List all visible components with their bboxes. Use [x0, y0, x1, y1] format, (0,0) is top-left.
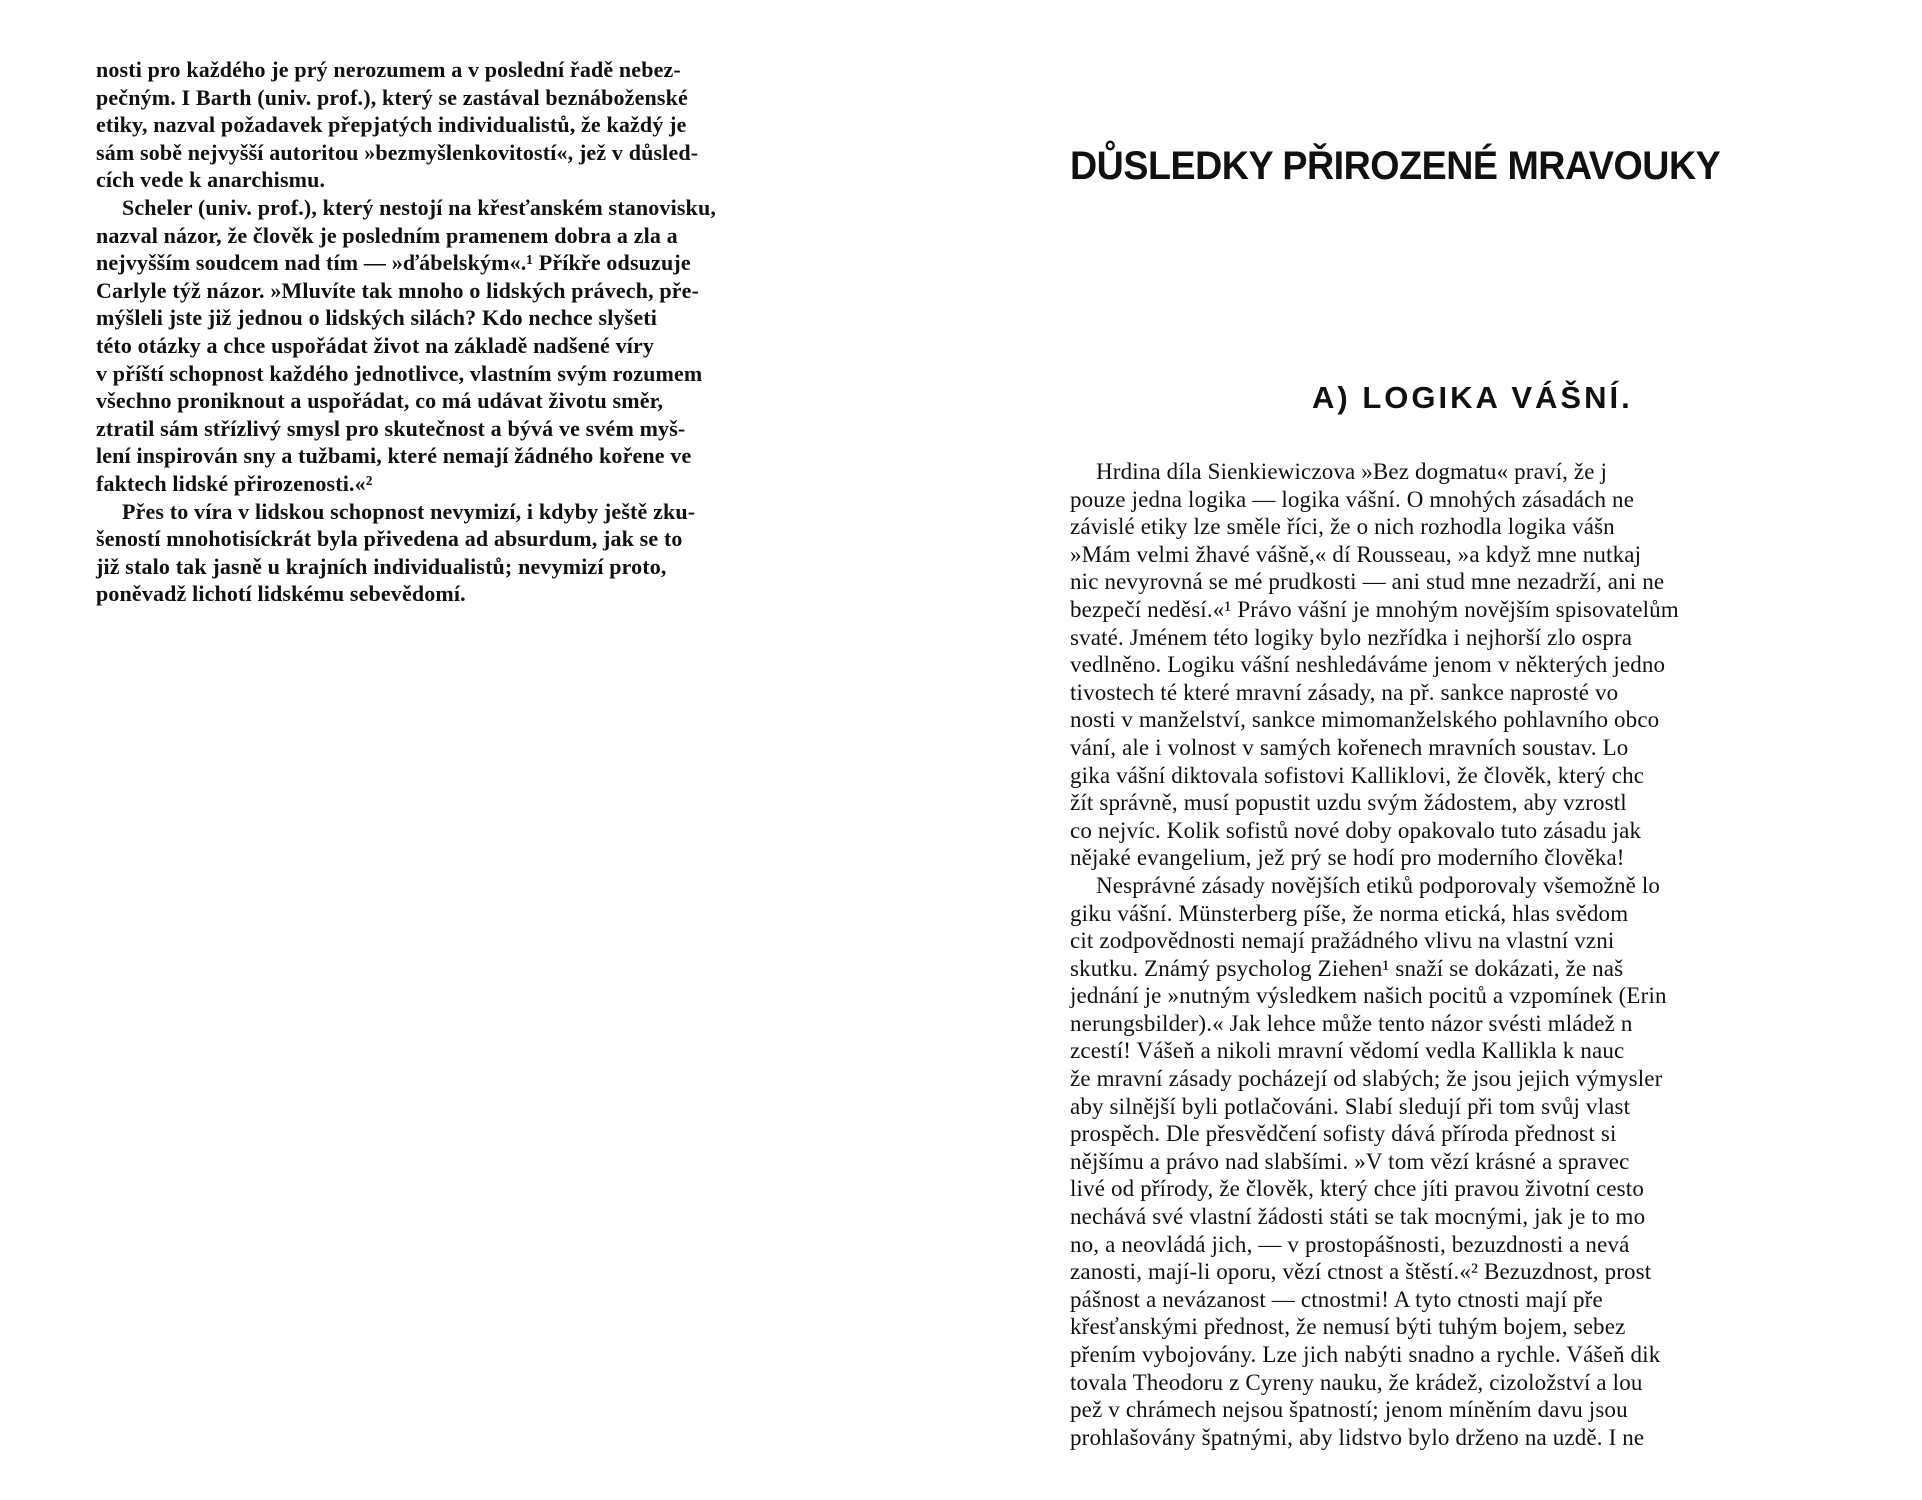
text-line: skutku. Známý psycholog Ziehen¹ snaží se dokázati, že naš	[1070, 955, 1624, 981]
text-line: prospěch. Dle přesvědčení sofisty dává příroda přednost si	[1070, 1121, 1617, 1147]
text-line: nerungsbilder).« Jak lehce může tento názor svésti mládež n	[1070, 1010, 1633, 1036]
text-line: v příští schopnost každého jednotlivce, vlastním svým rozumem	[96, 360, 703, 386]
text-line: Carlyle týž názor. »Mluvíte tak mnoho o lidských právech, pře-	[96, 277, 700, 303]
text-line: zanosti, mají-li oporu, vězí ctnost a štěstí.«² Bezuzdnost, prost	[1070, 1259, 1652, 1285]
text-line: poněvadž lichotí lidskému sebevědomí.	[96, 581, 466, 607]
text-line: pouze jedna logika — logika vášní. O mnohých zásadách ne	[1070, 486, 1635, 512]
text-line: etiky, nazval požadavek přepjatých individualistů, že každý je	[96, 112, 687, 138]
text-line: jednání je »nutným výsledkem našich pocitů a vzpomínek (Erin	[1070, 983, 1667, 1009]
text-line: gika vášní diktovala sofistovi Kalliklovi, že člověk, který chc	[1070, 762, 1645, 788]
text-line: Nesprávné zásady novějších etiků podporovaly všemožně lo	[1096, 872, 1661, 898]
text-line: pečným. I Barth (univ. prof.), který se zastával beznáboženské	[96, 84, 688, 110]
text-line: nosti v manželství, sankce mimomanželského pohlavního obco	[1070, 707, 1660, 733]
text-line: zcestí! Vášeň a nikoli mravní vědomí vedla Kallikla k nauc	[1070, 1038, 1625, 1064]
right-page-text	[1070, 458, 1900, 1451]
text-line: všechno proniknout a uspořádat, co má udávat životu směr,	[96, 388, 664, 414]
text-line: nějšímu a právo nad slabšími. »V tom vězí krásné a spravec	[1070, 1148, 1630, 1174]
text-line: pášnost a nevázanost — ctnostmi! A tyto ctnosti mají pře	[1070, 1286, 1603, 1312]
text-line: vání, ale i volnost v samých kořenech mravních soustav. Lo	[1070, 734, 1629, 760]
right-page	[1040, 0, 1922, 1500]
right-page-content	[1070, 140, 1870, 1451]
text-line: závislé etiky lze směle říci, že o nich rozhodla logika vášn	[1070, 514, 1615, 540]
text-line: sám sobě nejvyšší autoritou »bezmyšlenkovitostí«, jež v důsled-	[96, 139, 699, 165]
text-line: cit zodpovědnosti nemají pražádného vlivu na vlastní vzni	[1070, 928, 1615, 954]
text-line: cích vede k anarchismu.	[96, 167, 326, 193]
text-line: nechává své vlastní žádosti státi se tak mocnými, jak je to mo	[1070, 1204, 1646, 1230]
text-line: aby silnější byli potlačováni. Slabí sledují při tom svůj vlast	[1070, 1093, 1631, 1119]
text-line: co nejvíc. Kolik sofistů nové doby opakovalo tuto zásadu jak	[1070, 817, 1642, 843]
chapter-title: DŮSLEDKY PŘIROZENÉ MRAVOUKY	[1070, 144, 1721, 188]
text-line: křesťanskými přednost, že nemusí býti tuhým bojem, sebez	[1070, 1314, 1626, 1340]
text-line: giku vášní. Münsterberg píše, že norma etická, hlas svědom	[1070, 900, 1629, 926]
text-line: svaté. Jménem této logiky bylo nezřídka i nejhorší zlo ospra	[1070, 624, 1633, 650]
text-line: bezpečí neděsí.«¹ Právo vášní je mnohým novějším spisovatelům	[1070, 596, 1679, 622]
text-line: Hrdina díla Sienkiewiczova »Bez dogmatu« praví, že j	[1096, 459, 1608, 484]
text-line: že mravní zásady pocházejí od slabých; že jsou jejich výmysler	[1070, 1066, 1663, 1092]
text-line: této otázky a chce uspořádat život na základě nadšené víry	[96, 332, 655, 358]
text-line: vedlněno. Logiku vášní neshledáváme jenom v některých jedno	[1070, 652, 1666, 678]
text-line: nejvyšším soudcem nad tím — »ďábelským«.¹ Příkře odsuzuje	[96, 250, 691, 276]
text-line: prohlašovány špatnými, aby lidstvo bylo drženo na uzdě. I ne	[1070, 1424, 1645, 1450]
text-line: šeností mnohotisíckrát byla přivedena ad absurdum, jak se to	[96, 526, 683, 552]
section-title: A) LOGIKA VÁŠNÍ.	[1312, 380, 1633, 415]
text-line: pež v chrámech nejsou špatností; jenom míněním davu jsou	[1070, 1397, 1628, 1423]
text-line: již stalo tak jasně u krajních individualistů; nevymizí proto,	[96, 553, 667, 579]
text-line: no, a neovládá jich, — v prostopášnosti, bezuzdnosti a nevá	[1070, 1231, 1630, 1257]
text-line: »Mám velmi žhavé vášně,« dí Rousseau, »a když mne nutkaj	[1070, 541, 1642, 567]
text-line: ztratil sám střízlivý smysl pro skutečnost a bývá ve svém myš-	[96, 415, 686, 441]
text-line: tivostech té které mravní zásady, na př. sankce naprosté vo	[1070, 679, 1619, 705]
text-line: Scheler (univ. prof.), který nestojí na křesťanském stanovisku,	[122, 194, 716, 220]
text-line: mýšleli jste již jednou o lidských silách? Kdo nechce slyšeti	[96, 305, 657, 331]
text-line: nosti pro každého je prý nerozumem a v poslední řadě nebez-	[96, 57, 681, 82]
text-line: Přes to víra v lidskou schopnost nevymizí, i kdyby ještě zku-	[122, 498, 696, 524]
text-line: lení inspirován sny a tužbami, které nemají žádného kořene ve	[96, 443, 692, 469]
text-line: livé od přírody, že člověk, který chce jíti pravou životní cesto	[1070, 1176, 1644, 1202]
text-line: nějaké evangelium, jež prý se hodí pro moderního člověka!	[1070, 845, 1625, 871]
text-line: faktech lidské přirozenosti.«²	[96, 470, 373, 496]
text-line: přením vybojovány. Lze jich nabýti snadno a rychle. Vášeň dik	[1070, 1342, 1661, 1367]
text-line: nic nevyrovná se mé prudkosti — ani stud mne nezadrží, ani ne	[1070, 569, 1665, 595]
left-page-text	[96, 56, 871, 608]
text-line: tovala Theodoru z Cyreny nauku, že krádež, cizoložství a lou	[1070, 1369, 1643, 1395]
text-line: žít správně, musí popustit uzdu svým žádostem, aby vzrostl	[1070, 790, 1627, 816]
text-line: nazval názor, že člověk je posledním pramenem dobra a zla a	[96, 222, 678, 248]
